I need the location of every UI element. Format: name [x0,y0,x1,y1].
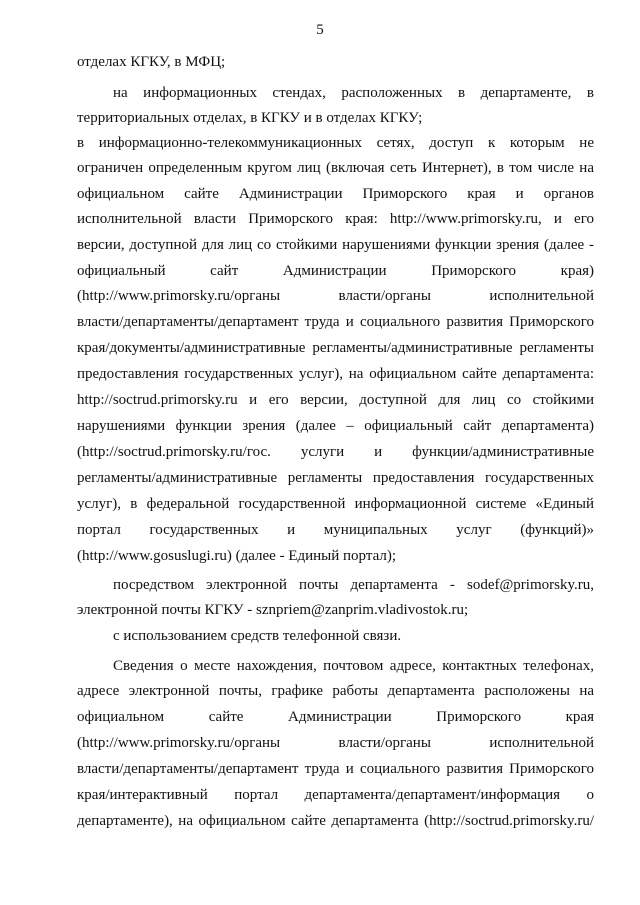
text-line: версии, доступной для лиц со стойкими нарушениями функции зрения (далее - [77,237,594,253]
text-line: на информационных стендах, расположенных в департаменте, в [113,85,594,101]
text-line: территориальных отделах, в КГКУ и в отделах КГКУ; [77,110,423,126]
text-line: департаменте), на официальном сайте департамента (http://soctrud.primorsky.ru/ [77,813,594,829]
text-line: края/документы/административные регламенты/административные регламенты [77,340,594,356]
text-line: власти/департаменты/департамент труда и социального развития Приморского [77,314,594,330]
text-line: (http://soctrud.primorsky.ru/гос. услуги и функции/административные [77,444,594,460]
page-number: 5 [316,22,324,38]
text-line: адресе электронной почты, графике работы департамента расположены на [77,683,594,699]
text-line: посредством электронной почты департамента - sodef@primorsky.ru, [113,577,594,593]
text-line: (http://www.primorsky.ru/органы власти/органы исполнительной [77,735,594,751]
text-line: регламенты/административные регламенты предоставления государственных [77,470,594,486]
text-line: ограничен определенным кругом лиц (включая сеть Интернет), в том числе на [77,160,594,176]
text-line: отделах КГКУ, в МФЦ; [77,54,226,70]
text-line: власти/департаменты/департамент труда и социального развития Приморского [77,761,594,777]
text-line: исполнительной власти Приморского края: http://www.primorsky.ru, и его [77,211,594,227]
text-line: в информационно-телекоммуникационных сетях, доступ к которым не [77,135,594,151]
text-line: с использованием средств телефонной связи. [113,628,402,644]
text-line: нарушениями функции зрения (далее – официальный сайт департамента) [77,418,594,434]
text-line: официальном сайте Администрации Приморского края и органов [77,186,594,202]
text-line: услуг), в федеральной государственной информационной системе «Единый [77,496,594,512]
text-line: официальный сайт Администрации Приморского края) [77,263,594,279]
text-line: электронной почты КГКУ - sznpriem@zanprim.vladivostok.ru; [77,602,469,618]
text-line: портал государственных и муниципальных услуг (функций)» [77,522,594,538]
text-line: официальном сайте Администрации Приморского края [77,709,594,725]
text-line: края/интерактивный портал департамента/департамент/информация о [77,787,594,803]
text-line: предоставления государственных услуг), на официальном сайте департамента: [77,366,594,382]
text-line: http://soctrud.primorsky.ru и его версии, доступной для лиц со стойкими [77,392,594,408]
text-line: (http://www.primorsky.ru/органы власти/органы исполнительной [77,288,594,304]
text-line: Сведения о месте нахождения, почтовом адресе, контактных телефонах, [113,658,594,674]
text-line: (http://www.gosuslugi.ru) (далее - Единый портал); [77,548,397,564]
